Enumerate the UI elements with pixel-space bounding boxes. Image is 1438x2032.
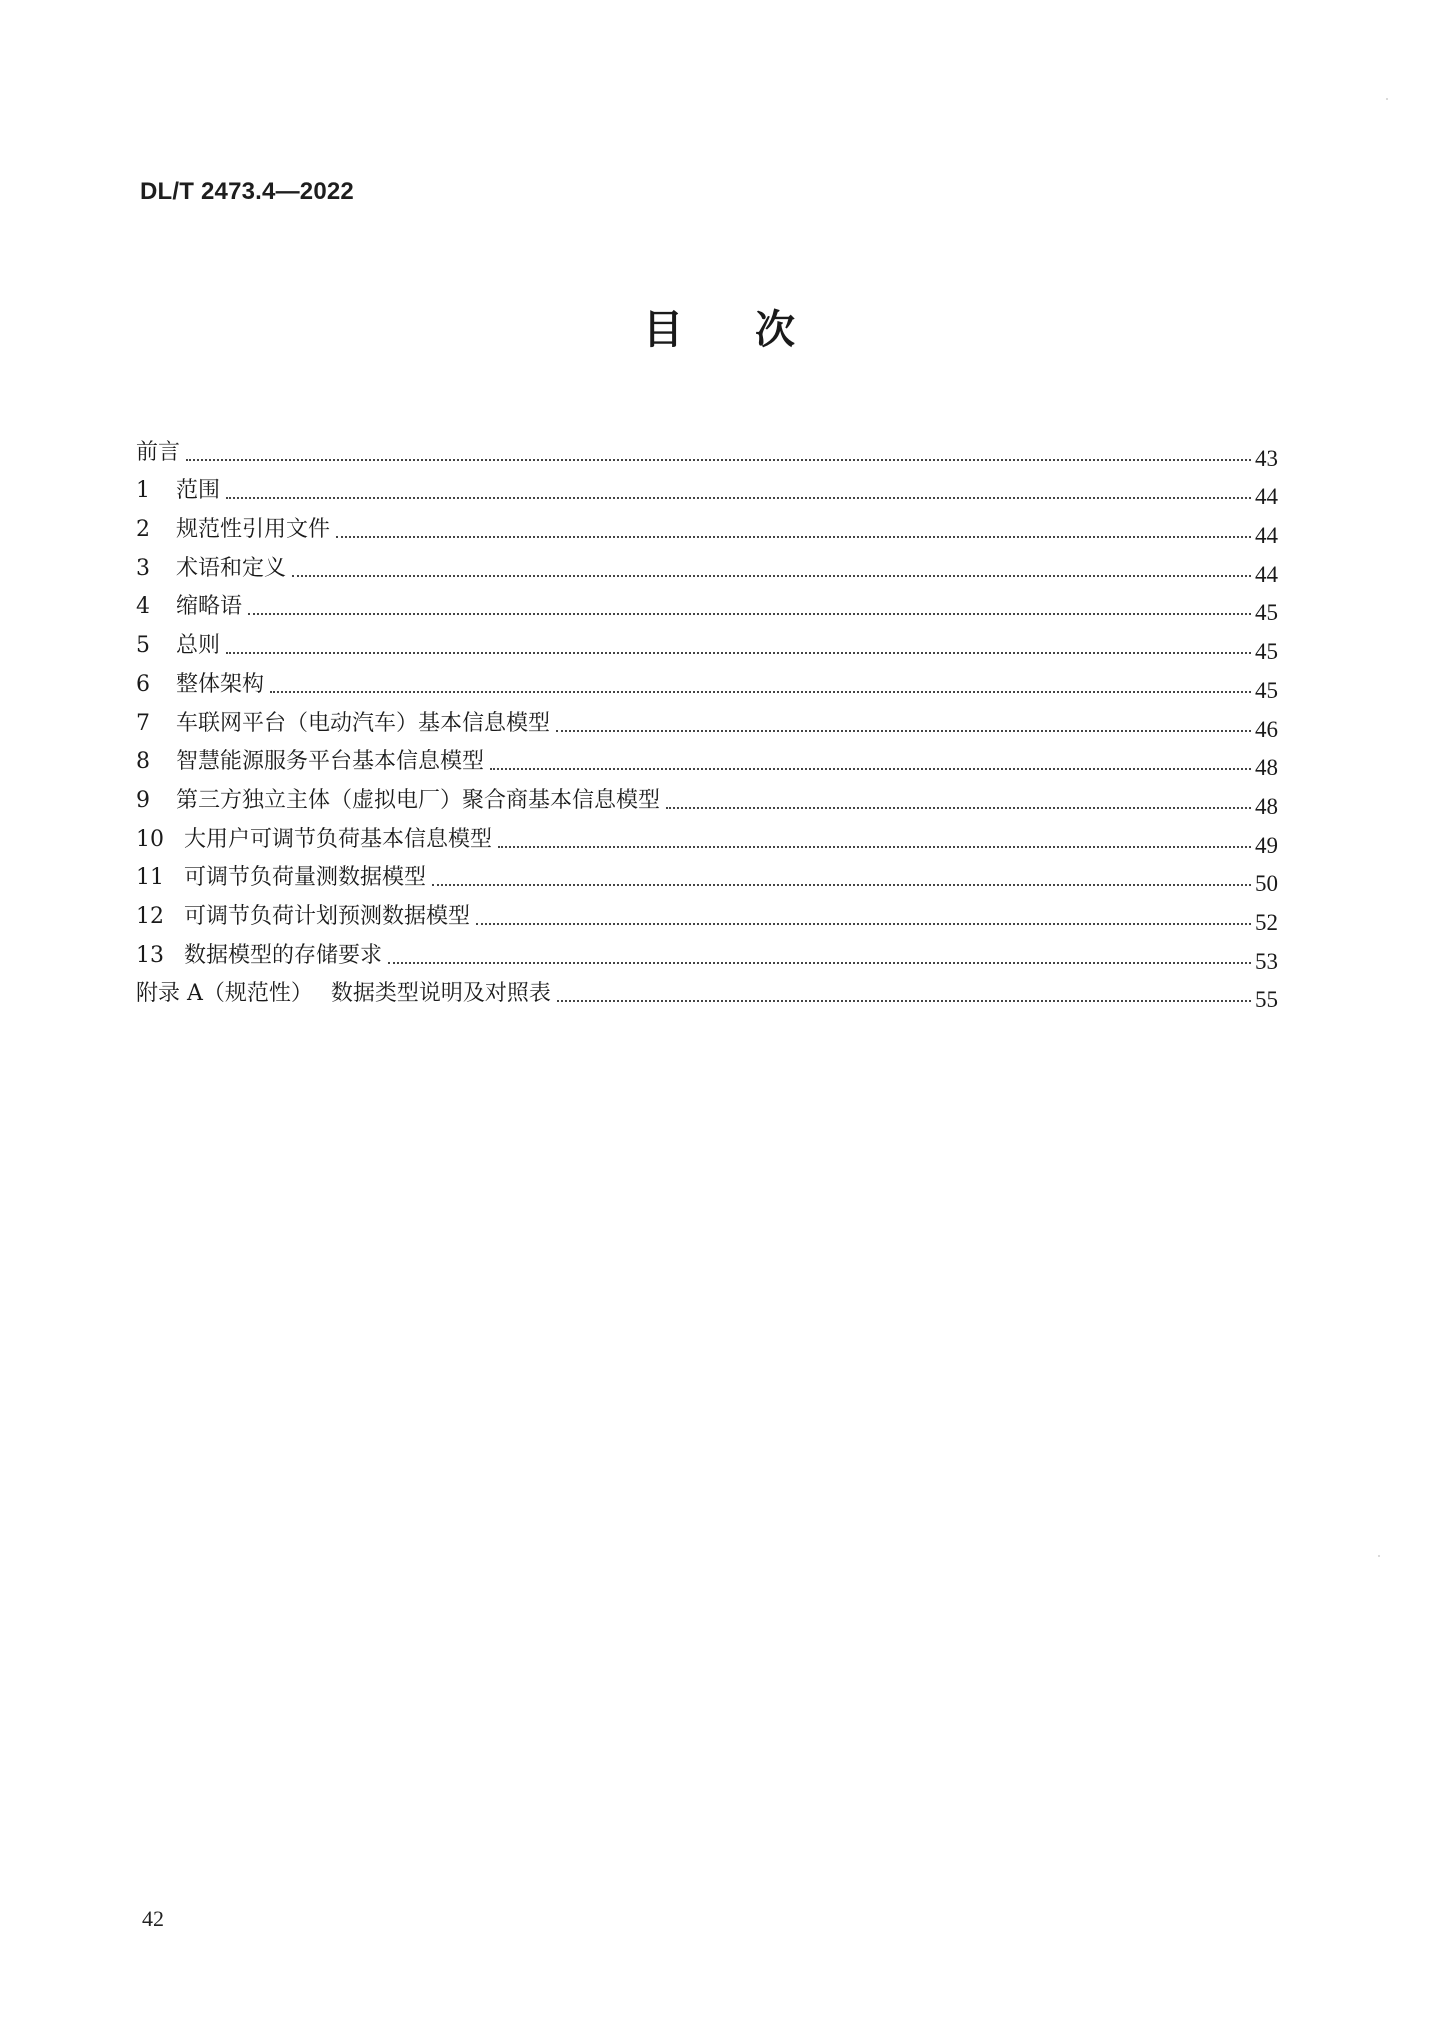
toc-entry-page: 46 (1255, 716, 1278, 742)
toc-entry-number: 1 (136, 478, 150, 504)
toc-entry-9[interactable] (136, 777, 1278, 819)
toc-entry-title: 前言 (136, 439, 181, 465)
toc-entry-number: 8 (136, 749, 150, 775)
toc-dot-leader (336, 536, 1251, 538)
toc-entry-13[interactable] (136, 932, 1278, 974)
toc-entry-page: 48 (1255, 755, 1278, 781)
toc-entry-4[interactable] (136, 584, 1278, 626)
toc-entry-page: 55 (1255, 987, 1278, 1013)
toc-entry-number: 5 (136, 633, 150, 659)
toc-dot-leader (226, 652, 1251, 654)
toc-dot-leader (226, 497, 1251, 499)
toc-entry-title: 大用户可调节负荷基本信息模型 (184, 826, 493, 852)
toc-entry-title: 智慧能源服务平台基本信息模型 (176, 749, 485, 775)
toc-entry-number: 11 (136, 865, 164, 891)
toc-entry-page: 44 (1255, 484, 1278, 510)
toc-dot-leader (476, 923, 1251, 925)
toc-entry-12[interactable] (136, 893, 1278, 935)
toc-dot-leader (432, 884, 1251, 886)
toc-entry-title: 缩略语 (176, 594, 243, 620)
toc-entry-2[interactable] (136, 506, 1278, 549)
toc-entry-title: 车联网平台（电动汽车）基本信息模型 (176, 710, 551, 736)
toc-entry-title: 第三方独立主体（虚拟电厂）聚合商基本信息模型 (176, 787, 661, 813)
toc-entry-number: 9 (136, 787, 150, 813)
toc-entry-5[interactable] (136, 622, 1278, 665)
scan-speck (1386, 98, 1388, 100)
toc-entry-title: 数据模型的存储要求 (184, 942, 383, 968)
toc-dot-leader (556, 730, 1251, 732)
toc-dot-leader (270, 691, 1251, 693)
toc-entry-page: 48 (1255, 793, 1278, 819)
toc-entry-title: 整体架构 (176, 671, 265, 697)
toc-dot-leader (248, 613, 1251, 615)
toc-dot-leader (490, 768, 1251, 770)
toc-entry-3[interactable] (136, 545, 1278, 587)
toc-entry-foreword[interactable] (136, 429, 1278, 471)
toc-entry-page: 45 (1255, 600, 1278, 626)
toc-entry-number: 附录 A（规范性） (136, 981, 313, 1007)
toc-entry-number: 13 (136, 942, 164, 968)
toc-entry-title: 规范性引用文件 (176, 517, 331, 543)
toc-dot-leader (557, 1000, 1251, 1002)
toc-entry-number: 2 (136, 517, 150, 543)
toc-entry-title: 可调节负荷计划预测数据模型 (184, 903, 471, 929)
toc-entry-1[interactable] (136, 468, 1278, 510)
toc-dot-leader (186, 459, 1251, 461)
toc-entry-title: 数据类型说明及对照表 (330, 981, 551, 1007)
toc-entry-page: 45 (1255, 639, 1278, 665)
toc-entry-number: 10 (136, 826, 164, 852)
toc-entry-title: 范围 (176, 478, 221, 504)
toc-entry-number: 3 (136, 555, 150, 581)
page-title-char-2: 次 (755, 307, 795, 353)
toc-entry-page: 49 (1255, 832, 1278, 858)
page-number: 42 (142, 1906, 164, 1931)
toc-entry-8[interactable] (136, 739, 1278, 781)
toc-entry-page: 52 (1255, 909, 1278, 935)
toc-entry-title: 可调节负荷量测数据模型 (184, 865, 427, 891)
standard-code: DL/T 2473.4—2022 (140, 178, 354, 205)
toc-entry-6[interactable] (136, 661, 1278, 703)
toc-entry-page: 50 (1255, 871, 1278, 897)
toc-entry-annex-a[interactable] (136, 971, 1278, 1013)
toc-entry-11[interactable] (136, 855, 1278, 897)
toc-dot-leader (666, 807, 1251, 809)
toc-dot-leader (498, 846, 1251, 848)
toc-entry-title: 总则 (176, 633, 221, 659)
toc-entry-page: 44 (1255, 561, 1278, 587)
toc-entry-number: 4 (136, 594, 150, 620)
page-title (0, 300, 1438, 360)
page-title-char-1: 目 (643, 307, 683, 353)
toc-entry-page: 45 (1255, 677, 1278, 703)
table-of-contents (136, 429, 1278, 1013)
toc-entry-page: 43 (1255, 445, 1278, 471)
toc-entry-10[interactable] (136, 816, 1278, 858)
toc-entry-number: 12 (136, 903, 164, 929)
toc-dot-leader (292, 575, 1251, 577)
scan-speck (1378, 1555, 1380, 1557)
toc-entry-title: 术语和定义 (176, 555, 287, 581)
toc-entry-page: 44 (1255, 523, 1278, 549)
toc-entry-number: 7 (136, 710, 150, 736)
toc-dot-leader (388, 962, 1251, 964)
toc-entry-number: 6 (136, 671, 150, 697)
toc-entry-page: 53 (1255, 948, 1278, 974)
toc-entry-7[interactable] (136, 700, 1278, 742)
